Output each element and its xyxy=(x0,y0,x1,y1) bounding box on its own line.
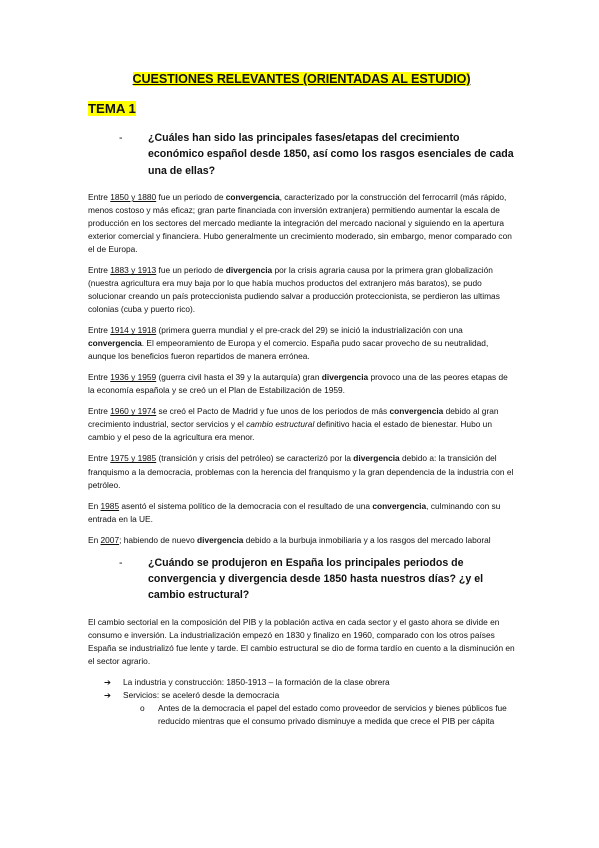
question-2 xyxy=(88,555,515,604)
date-range: 1883 y 1913 xyxy=(110,265,157,276)
arrow-list xyxy=(88,676,515,702)
arrow-icon: ➔ xyxy=(104,676,111,687)
text-run: debido a: la transición del franquismo a la democracia, problemas con la herencia del franquismo y la gran dependencia de la industria con el petróleo. xyxy=(88,453,514,490)
paragraph-1960-1974 xyxy=(88,405,515,444)
list-item-text: Antes de la democracia el papel del estado como proveedor de servicios y bienes públicos fue reducido mientras que el consumo privado disminuye a medida que crece el PIB per cápita xyxy=(158,702,507,726)
text-run: Entre xyxy=(88,192,111,203)
date-range: 1850 y 1880 xyxy=(110,192,157,203)
section-heading-text: TEMA 1 xyxy=(88,101,136,116)
document-title-text: CUESTIONES RELEVANTES (ORIENTADAS AL ESTUDIO) xyxy=(132,72,471,86)
text-run: debido al gran crecimiento industrial, sector servicios y el xyxy=(88,406,499,430)
text-run: Entre xyxy=(88,372,111,383)
keyword: convergencia xyxy=(372,500,427,511)
italic-term: cambio estructural xyxy=(246,419,315,430)
paragraph-structural-change: El cambio sectorial en la composición del PIB y la población activa en cada sector y el gasto ahora se divide en consumo e inversión. La industrialización empezó en 1830 y finalizo en 1960, comparado con los otros países España se industrializó fue lente y tarde. El cambio estructural se dio de forma tardío en cuento a la disminución en el sector agrario. xyxy=(88,616,515,666)
list-item xyxy=(88,689,515,702)
keyword: divergencia xyxy=(225,265,273,276)
paragraph-1914-1918 xyxy=(88,324,515,363)
date-range: 1914 y 1918 xyxy=(110,325,157,336)
document-title xyxy=(88,70,515,88)
keyword: divergencia xyxy=(353,453,400,464)
text-run: (primera guerra mundial y el pre-crack del 29) se inició la industrialización con una xyxy=(156,325,463,336)
text-run: Entre xyxy=(88,406,111,417)
text-run: asentó el sistema político de la democracia con el resultado de una xyxy=(119,500,373,511)
text-run: provoco una de las peores etapas de la economía española y se creó un el Plan de Estabilización de 1959. xyxy=(88,372,508,396)
text-run: ; habiendo de nuevo xyxy=(119,534,198,545)
text-run: (guerra civil hasta el 39 y la autarquía) gran xyxy=(156,372,322,383)
text-run: Entre xyxy=(88,453,111,464)
list-item xyxy=(88,702,515,728)
text-run: , caracterizado por la construcción del ferrocarril (más rápido, menos costoso y más eficaz; gran parte financiada con inversión extranjera) permitiendo aumentar la escala de producción en los sectores del mercado mediante la integración del mercado nacional y siguiendo en la apertura exterior comercial y financiera. Hubo generalmente un crecimiento moderado, sin embargo, menor comparado con el de Europa. xyxy=(88,192,512,255)
paragraph-1883-1913 xyxy=(88,264,515,316)
keyword: convergencia xyxy=(389,406,444,417)
circle-bullet-icon: o xyxy=(140,702,145,713)
keyword: divergencia xyxy=(321,372,369,383)
question-dash: - xyxy=(119,132,123,144)
paragraph-2007 xyxy=(88,534,515,547)
text-run: debido a la burbuja inmobiliaria y a los rasgos del mercado laboral xyxy=(243,534,491,545)
text-run: se creó el Pacto de Madrid y fue unos de los periodos de más xyxy=(156,406,390,417)
text-run: fue un periodo de xyxy=(156,192,226,203)
text-run: En xyxy=(88,534,101,545)
list-item-text: Servicios: se aceleró desde la democracia xyxy=(123,689,280,700)
date-range: 1936 y 1959 xyxy=(110,372,157,383)
question-dash: - xyxy=(119,556,123,569)
keyword: convergencia xyxy=(225,192,280,203)
text-run: por la crisis agraria causa por la primera gran globalización (nuestra agricultura era muy baja por lo que había muchos productos del extranjero más baratos), se pudo solucionar creando un país proteccionista pudiendo salvar a producción proteccionista, se perdieron las ultimas colonias (cuba y puerto rico). xyxy=(88,265,500,315)
paragraph-1985 xyxy=(88,500,515,526)
date-range: 1985 xyxy=(100,500,120,511)
date-range: 1960 y 1974 xyxy=(110,406,157,417)
question-1 xyxy=(88,130,515,179)
question-2-text: ¿Cuándo se produjeron en España los principales periodos de convergencia y divergencia desde 1850 hasta nuestros días? ¿y el cambio estructural? xyxy=(148,556,484,602)
date-range: 2007 xyxy=(100,534,120,545)
paragraph-1975-1985 xyxy=(88,452,515,491)
arrow-icon: ➔ xyxy=(104,689,111,700)
list-item-text: La industria y construcción: 1850-1913 – la formación de la clase obrera xyxy=(123,676,390,687)
keyword: divergencia xyxy=(197,534,244,545)
paragraph-1850-1880 xyxy=(88,191,515,256)
date-range: 1975 y 1985 xyxy=(110,453,157,464)
text-run: , culminando con su entrada en la UE. xyxy=(88,500,501,524)
text-run: (transición y crisis del petróleo) se caracterizó por la xyxy=(156,453,354,464)
question-1-text: ¿Cuáles han sido las principales fases/etapas del crecimiento económico español desde 1850, así como los rasgos esenciales de cada una de ellas? xyxy=(148,132,514,177)
text-run: . El empeoramiento de Europa y el comercio. España pudo sacar provecho de su neutralidad, aunque los beneficios fueron repartidos de manera errónea. xyxy=(88,338,489,362)
keyword: convergencia xyxy=(88,338,142,349)
section-heading xyxy=(88,100,515,118)
sub-list xyxy=(88,702,515,728)
text-run: definitivo hacia el estado de bienestar. Hubo un cambio y el peso de la agricultura era menor. xyxy=(88,419,492,443)
text-run: fue un periodo de xyxy=(156,265,226,276)
text-run: Entre xyxy=(88,325,111,336)
text-run: Entre xyxy=(88,265,111,276)
list-item xyxy=(88,676,515,689)
paragraph-1936-1959 xyxy=(88,371,515,397)
text-run: En xyxy=(88,500,101,511)
